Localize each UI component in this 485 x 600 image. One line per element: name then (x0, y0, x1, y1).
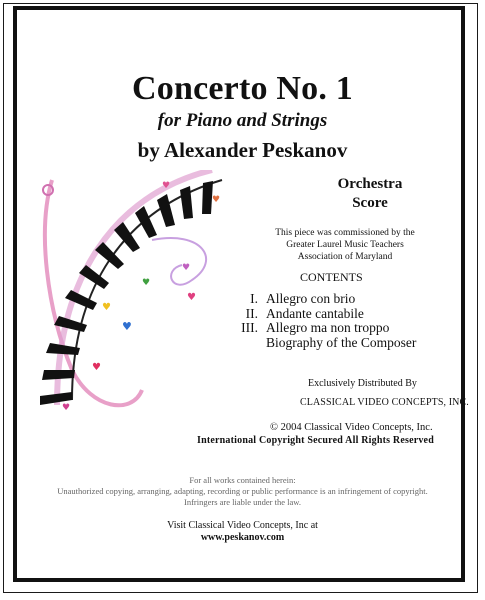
heart-icon: ♥ (212, 195, 221, 205)
contents-label: Allegro con brio (266, 291, 356, 306)
commission-line: This piece was commissioned by the (275, 228, 415, 238)
contents-number (236, 336, 258, 351)
contents-heading: CONTENTS (300, 270, 363, 284)
heart-icon: ♥ (62, 403, 71, 413)
heart-icon: ♥ (182, 263, 191, 273)
page-title: Concerto No. 1 (132, 70, 353, 107)
copyright-line: © 2004 Classical Video Concepts, Inc. (270, 422, 433, 433)
copyright-notice: International Copyright Secured All Rights Reserved (197, 435, 434, 446)
contents-label: Allegro ma non troppo (266, 320, 390, 335)
visit-note (0, 520, 485, 544)
orchestra-label: Orchestra (337, 176, 403, 192)
heart-icon: ♥ (187, 292, 196, 303)
distributed-by: Exclusively Distributed By (308, 378, 417, 389)
commission-note (270, 227, 420, 263)
commission-line: Greater Laurel Music Teachers (286, 240, 404, 250)
contents-item (236, 292, 416, 307)
heart-icon: ♥ (122, 320, 132, 333)
piano-keys-illustration (32, 170, 232, 420)
contents-number: II. (245, 305, 258, 321)
contents-item (236, 336, 416, 351)
heart-icon: ♥ (102, 302, 111, 313)
contents-item (236, 307, 416, 322)
distributor-name: CLASSICAL VIDEO CONCEPTS, INC. (300, 397, 469, 408)
contents-label: Biography of the Composer (266, 334, 417, 350)
heart-icon: ♥ (92, 362, 101, 373)
legal-line: Infringers are liable under the law. (184, 497, 301, 507)
contents-item (236, 321, 416, 336)
commission-line: Association of Maryland (297, 252, 393, 262)
legal-notice (0, 475, 485, 508)
contents-label: Andante cantabile (266, 305, 364, 321)
author: by Alexander Peskanov (137, 138, 348, 162)
visit-text: Visit Classical Video Concepts, Inc at (167, 520, 318, 531)
heart-icon: ♥ (162, 181, 171, 191)
subtitle: for Piano and Strings (157, 110, 328, 131)
contents-list (236, 292, 416, 350)
legal-line: Unauthorized copying, arranging, adapting, recording or public performance is an infringement of copyright. (57, 486, 428, 496)
website-link[interactable]: www.peskanov.com (200, 532, 285, 543)
edition-label (320, 175, 420, 213)
score-label: Score (352, 195, 388, 211)
lavender-swirl (152, 238, 206, 285)
legal-line: For all works contained herein: (189, 475, 296, 485)
contents-number: I. (250, 291, 258, 306)
heart-icon: ♥ (142, 278, 151, 288)
contents-number: III. (241, 320, 258, 335)
